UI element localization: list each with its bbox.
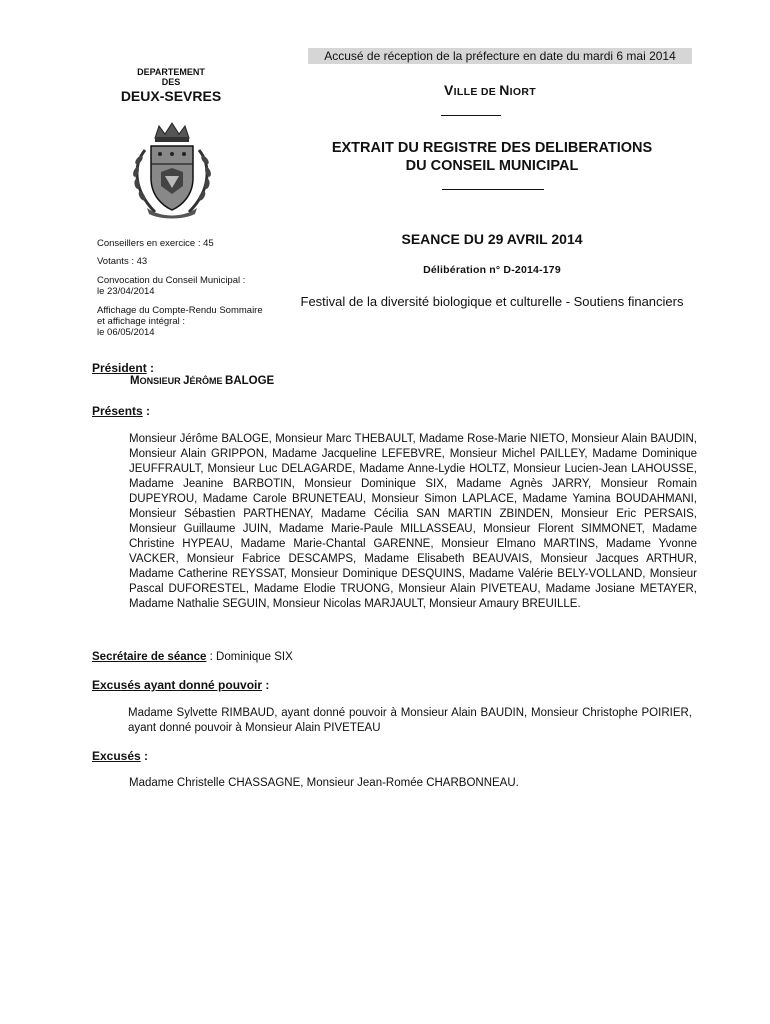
department-name: DEUX-SEVRES (120, 88, 222, 104)
president-m: M (130, 375, 140, 387)
president-erome: ÉRÔME (189, 376, 226, 386)
affichage-date: le 06/05/2014 (97, 327, 155, 338)
secretaire-value: : Dominique SIX (206, 651, 293, 663)
deliberation-number: Délibération n° D-2014-179 (423, 264, 561, 276)
excuses-list: Madame Christelle CHASSAGNE, Monsieur Jean-Romée CHARBONNEAU. (129, 777, 519, 789)
excuses-heading (92, 749, 148, 763)
presents-heading (92, 404, 150, 418)
seance-date: SEANCE DU 29 AVRIL 2014 (401, 231, 583, 247)
excuses-colon: : (140, 749, 149, 763)
document-title (300, 139, 684, 175)
convocation-date: le 23/04/2014 (97, 286, 155, 297)
convocation-block (97, 275, 287, 297)
president-j: J (183, 375, 190, 387)
coat-of-arms-icon (125, 120, 219, 220)
president-label: Président (92, 361, 147, 375)
president-surname: BALOGE (225, 375, 275, 387)
city-letter-v: V (444, 82, 454, 98)
prefecture-receipt-stamp: Accusé de réception de la préfecture en date du mardi 6 mai 2014 (308, 48, 692, 64)
president-heading (92, 361, 154, 375)
secretaire-label: Secrétaire de séance (92, 651, 207, 663)
convocation-label: Convocation du Conseil Municipal : (97, 275, 246, 286)
title-underline (442, 189, 544, 190)
votants-count: Votants : 43 (97, 256, 148, 267)
affichage-label-1: Affichage du Compte-Rendu Sommaire (97, 305, 263, 316)
city-underline (441, 115, 501, 116)
city-name (420, 82, 560, 98)
document-title-line1: EXTRAIT DU REGISTRE DES DELIBERATIONS (331, 140, 653, 156)
city-iort: IORT (509, 86, 536, 98)
excuses-pouvoir-list: Madame Sylvette RIMBAUD, ayant donné pouvoir à Monsieur Alain BAUDIN, Monsieur Christophe POIRIER, ayant donné pouvoir à Monsieur Alain PIVETEAU (128, 707, 692, 734)
department-des: DES (161, 77, 181, 87)
excuses-label: Excusés (92, 749, 141, 763)
excuses-pouvoir-colon: : (262, 678, 270, 692)
city-ille: ILLE DE (453, 86, 500, 98)
affichage-label-2: et affichage intégral : (97, 316, 186, 327)
secretaire-line (92, 651, 293, 663)
president-name (130, 375, 274, 387)
president-colon: : (146, 361, 155, 375)
presents-label: Présents (92, 404, 143, 418)
president-onsieur: ONSIEUR (139, 376, 184, 386)
excuses-pouvoir-label: Excusés ayant donné pouvoir (92, 678, 263, 692)
conseillers-count: Conseillers en exercice : 45 (97, 238, 214, 249)
document-title-line2: DU CONSEIL MUNICIPAL (405, 158, 579, 174)
city-letter-n: N (499, 82, 510, 98)
presents-colon: : (142, 404, 151, 418)
affichage-block (97, 305, 287, 338)
presents-list: Monsieur Jérôme BALOGE, Monsieur Marc THEBAULT, Madame Rose-Marie NIETO, Monsieur Alain BAUDIN, Monsieur Alain GRIPPON, Madame Jacqueline LEFEBVRE, Monsieur Michel PAILLEY, Madame Dominique JEUFFRAULT, Monsieur Luc DELAGARDE, Madame Anne-Lydie HOLTZ, Monsieur Lucien-Jean LAHOUSSE, Madame Jeanine BARBOTIN, Monsieur Dominique SIX, Madame Agnès JARRY, Monsieur Romain DUPEYROU, Madame Carole BRUNETEAU, Monsieur Simon LAPLACE, Madame Yamina BOUDAHMANI, Monsieur Sébastien PARTHENAY, Madame Cécilia SAN MARTIN ZBINDEN, Monsieur Eric PERSAIS, Monsieur Guillaume JUIN, Madame Marie-Paule MILLASSEAU, Monsieur Florent SIMMONET, Madame Christine HYPEAU, Madame Marie-Chantal GARENNE, Monsieur Elmano MARTINS, Madame Yvonne VACKER, Monsieur Fabrice DESCAMPS, Madame Elisabeth BEAUVAIS, Monsieur Jacques ARTHUR, Madame Catherine REYSSAT, Monsieur Dominique DESQUINS, Madame Valérie BELY-VOLLAND, Monsieur Pascal DUFORESTEL, Madame Elodie TRUONG, Monsieur Alain PIVETEAU, Madame Josiane METAYER, Madame Nathalie SEGUIN, Monsieur Nicolas MARJAULT, Monsieur Amaury BREUILLE. (129, 433, 697, 610)
deliberation-subject: Festival de la diversité biologique et culturelle - Soutiens financiers (300, 294, 684, 309)
excuses-pouvoir-heading (92, 678, 269, 692)
department-label: DEPARTEMENT (137, 67, 205, 77)
